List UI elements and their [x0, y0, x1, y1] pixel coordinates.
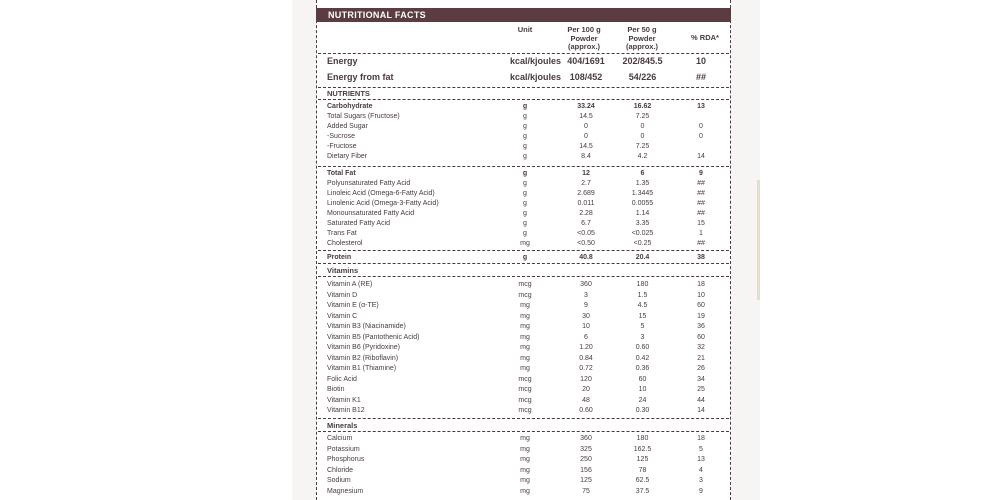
table-row [318, 142, 729, 152]
per100-cell: 30 [582, 312, 590, 320]
unit-cell: mcg [518, 291, 532, 299]
divider [318, 250, 729, 251]
nutrient-name: Vitamin D [327, 291, 358, 299]
nutrient-name: Phosphorus [327, 456, 365, 463]
rda-cell: 26 [697, 365, 705, 372]
unit-cell: mg [520, 344, 530, 351]
per50-cell: 180 [636, 435, 649, 442]
divider [318, 276, 729, 277]
divider [318, 166, 729, 167]
per50-cell: 1.35 [635, 180, 650, 187]
per50-cell: 10 [638, 386, 647, 393]
unit-cell: mcg [518, 386, 532, 393]
right-margin [760, 0, 1000, 500]
nutrient-name: Cholesterol [327, 240, 363, 247]
nutrient-name: Vitamin B1 (Thiamine) [327, 365, 397, 372]
per100-cell: 125 [580, 477, 592, 484]
nutrient-name: Energy [327, 56, 358, 66]
rda-cell: 14 [697, 153, 705, 160]
per50-cell: <0.25 [633, 240, 652, 247]
per100-cell: 120 [580, 375, 592, 383]
unit-cell: g [523, 220, 527, 227]
unit-cell: g [523, 143, 527, 150]
rda-cell: ## [695, 72, 706, 82]
col-per50-header: Per 50 g Powder (approx.) [625, 25, 659, 51]
rda-cell: 60 [697, 302, 705, 309]
unit-cell: g [523, 190, 527, 197]
table-row [318, 72, 729, 82]
nutrient-name: Linolenic Acid (Omega-3-Fatty Acid) [327, 200, 439, 207]
table-row [318, 301, 729, 311]
table-row [318, 56, 729, 66]
table-row [318, 322, 729, 332]
per50-cell: 7.25 [635, 113, 650, 120]
unit-cell: mg [520, 435, 530, 442]
per50-cell: 0.42 [635, 354, 650, 362]
per50-cell: 3.35 [635, 220, 650, 227]
section-nutrients: NUTRIENTS [327, 89, 370, 98]
left-margin [0, 0, 292, 500]
table-row [318, 209, 729, 219]
rda-cell: 14 [697, 407, 705, 414]
section-minerals: Minerals [327, 421, 358, 430]
rda-cell: 60 [697, 333, 705, 341]
per50-cell: 78 [638, 466, 647, 474]
table-row [318, 229, 729, 239]
rda-cell: ## [697, 190, 705, 197]
rda-cell: 13 [697, 456, 705, 463]
table-row [318, 169, 729, 179]
unit-cell: mg [520, 365, 530, 372]
table-row [318, 102, 729, 112]
per100-cell: 325 [580, 445, 592, 453]
rda-cell: ## [697, 180, 705, 187]
divider [318, 418, 729, 419]
rda-cell: ## [697, 240, 705, 247]
nutrient-name: Vitamin E (α-TE) [327, 302, 379, 309]
rda-cell: 21 [697, 354, 705, 362]
unit-cell: mg [520, 445, 530, 453]
per100-cell: 0.72 [579, 365, 593, 372]
per100-cell: 8.4 [581, 153, 591, 160]
nutrient-name: Linoleic Acid (Omega-6-Fatty Acid) [327, 190, 435, 197]
divider [318, 87, 729, 88]
rda-cell: 10 [697, 291, 705, 299]
per100-cell: <0.05 [577, 230, 595, 237]
per50-cell: 54/226 [628, 72, 657, 82]
rda-cell: 18 [697, 281, 705, 288]
per100-cell: 14.5 [579, 143, 593, 150]
table-row [318, 375, 729, 385]
nutrient-name: Trans Fat [327, 230, 357, 237]
nutrient-name: -Sucrose [327, 133, 356, 140]
rda-cell: 0 [699, 133, 703, 140]
per50-cell: 20.4 [635, 254, 650, 261]
nutrient-name: Folic Acid [327, 375, 357, 383]
unit-cell: mg [520, 487, 530, 495]
rda-cell: 0 [699, 123, 703, 130]
per100-cell: 12 [582, 170, 590, 177]
per50-cell: 202/845.5 [622, 56, 663, 66]
rda-cell: 38 [697, 254, 705, 261]
per100-cell: 20 [582, 386, 590, 393]
rda-cell: ## [697, 210, 705, 217]
per50-cell: 0.30 [635, 407, 650, 414]
per100-cell: 0 [584, 133, 588, 140]
unit-cell: mcg [518, 407, 532, 414]
col-per100-header: Per 100 g Powder (approx.) [567, 25, 601, 51]
nutrient-name: Protein [327, 254, 352, 261]
per50-cell: 1.5 [637, 291, 648, 299]
nutrient-name: Sodium [327, 477, 351, 484]
per50-cell: 3 [640, 333, 645, 341]
col-rda-header: % RDA* [691, 33, 719, 42]
per100-cell: 360 [580, 281, 592, 288]
unit-cell: mg [520, 333, 530, 341]
per50-cell: <0.025 [631, 230, 654, 237]
nutrient-name: Carbohydrate [327, 103, 373, 110]
per100-cell: 33.24 [577, 103, 595, 110]
table-row [318, 466, 729, 476]
rda-cell: 44 [697, 396, 705, 404]
unit-cell: mcg [518, 281, 532, 288]
per100-cell: 0.011 [577, 200, 595, 207]
per100-cell: 9 [584, 302, 588, 309]
unit-cell: mg [520, 312, 530, 320]
per100-cell: 2.7 [581, 180, 591, 187]
unit-cell: g [523, 230, 527, 237]
per100-cell: 250 [580, 456, 592, 463]
per50-cell: 60 [638, 375, 647, 383]
per100-cell: 6 [584, 333, 588, 341]
per100-cell: <0.50 [577, 240, 595, 247]
table-row [318, 152, 729, 162]
nutrient-name: Vitamin K1 [327, 396, 361, 404]
nutrient-name: Calcium [327, 435, 353, 442]
unit-cell: g [523, 180, 527, 187]
rda-cell: 15 [697, 220, 705, 227]
per100-cell: 3 [584, 291, 588, 299]
per100-cell: 6.7 [581, 220, 591, 227]
per50-cell: 1.14 [635, 210, 650, 217]
rda-cell: 4 [699, 466, 703, 474]
per50-cell: 37.5 [635, 487, 650, 495]
nutrient-name: Polyunsaturated Fatty Acid [327, 180, 411, 187]
rda-cell: 18 [697, 435, 705, 442]
per100-cell: 2.689 [577, 190, 595, 197]
divider [318, 263, 729, 264]
per100-cell: 40.8 [579, 254, 593, 261]
unit-cell: kcal/kjoules [510, 56, 562, 66]
rda-cell: 10 [695, 56, 706, 66]
divider [318, 53, 729, 54]
per50-cell: 162.5 [633, 445, 652, 453]
per100-cell: 0 [584, 123, 588, 130]
unit-cell: mg [520, 240, 530, 247]
unit-cell: g [522, 254, 528, 261]
unit-cell: g [523, 210, 527, 217]
nutrient-name: Vitamin C [327, 312, 358, 320]
nutrient-name: Biotin [327, 386, 345, 393]
table-row [318, 179, 729, 189]
nutrient-name: Energy from fat [327, 72, 394, 82]
rda-cell: 1 [699, 230, 703, 237]
table-row [318, 280, 729, 290]
per50-cell: 16.62 [633, 103, 652, 110]
unit-cell: kcal/kjoules [510, 72, 562, 82]
table-row [318, 199, 729, 209]
rda-cell: 3 [699, 477, 703, 484]
rda-cell: 19 [697, 312, 705, 320]
table-row [318, 487, 729, 497]
rda-cell: 5 [699, 445, 703, 453]
nutrient-name: Added Sugar [327, 123, 368, 130]
rda-cell: ## [697, 200, 705, 207]
table-row [318, 343, 729, 353]
per100-cell: 108/452 [569, 72, 603, 82]
label-title: NUTRITIONAL FACTS [316, 8, 731, 22]
nutrient-name: Vitamin B3 (Niacinamide) [327, 323, 406, 330]
table-row [318, 112, 729, 122]
per100-cell: 2.28 [579, 210, 593, 217]
per50-cell: 15 [638, 312, 647, 320]
per100-cell: 0.60 [579, 407, 593, 414]
per50-cell: 1.3445 [631, 190, 654, 197]
unit-cell: mg [520, 466, 530, 474]
per100-cell: 75 [582, 487, 590, 495]
divider [318, 99, 729, 100]
per50-cell: 62.5 [635, 477, 650, 484]
nutrient-name: Chloride [327, 466, 354, 474]
nutrient-name: Vitamin B5 (Pantothenic Acid) [327, 333, 420, 341]
per50-cell: 180 [636, 281, 649, 288]
unit-cell: g [523, 153, 527, 160]
unit-cell: mg [520, 323, 530, 330]
per50-cell: 0.0055 [631, 200, 654, 207]
unit-cell: mg [520, 456, 530, 463]
table-row [318, 445, 729, 455]
nutrient-name: Total Fat [327, 170, 356, 177]
unit-cell: mg [520, 477, 530, 484]
table-row [318, 354, 729, 364]
nutrient-name: Vitamin B12 [327, 407, 365, 414]
per50-cell: 6 [640, 170, 645, 177]
unit-cell: mcg [518, 396, 532, 404]
nutrient-name: Magnesium [327, 487, 364, 495]
per50-cell: 0 [640, 123, 645, 130]
unit-cell: mg [520, 354, 530, 362]
table-row [318, 364, 729, 374]
unit-cell: g [522, 103, 528, 110]
rda-cell: 13 [697, 103, 705, 110]
table-row [318, 476, 729, 486]
table-row [318, 253, 729, 263]
table-row [318, 122, 729, 132]
table-row [318, 312, 729, 322]
per100-cell: 404/1691 [567, 56, 605, 66]
unit-cell: mcg [518, 375, 532, 383]
per50-cell: 24 [638, 396, 647, 404]
rda-cell: 34 [697, 375, 705, 383]
table-row [318, 291, 729, 301]
per100-cell: 14.5 [579, 113, 593, 120]
nutrient-name: Saturated Fatty Acid [327, 220, 391, 227]
table-row [318, 396, 729, 406]
per100-cell: 0.84 [579, 354, 593, 362]
rda-cell: 25 [697, 386, 705, 393]
per100-cell: 1.20 [579, 344, 593, 351]
rda-cell: 32 [697, 344, 705, 351]
per50-cell: 4.5 [637, 302, 648, 309]
nutrient-name: Vitamin B2 (Riboflavin) [327, 354, 399, 362]
nutrient-name: Total Sugars (Fructose) [327, 113, 400, 120]
per100-cell: 156 [580, 466, 592, 474]
table-row [318, 434, 729, 444]
table-row [318, 333, 729, 343]
per100-cell: 48 [582, 396, 590, 404]
per50-cell: 0 [640, 133, 645, 140]
unit-cell: g [523, 123, 527, 130]
per50-cell: 0.36 [635, 365, 650, 372]
nutrient-name: Vitamin A (RE) [327, 281, 373, 288]
table-row [318, 406, 729, 416]
table-row [318, 455, 729, 465]
per50-cell: 4.2 [637, 153, 648, 160]
table-row [318, 132, 729, 142]
per50-cell: 5 [640, 323, 645, 330]
nutrient-name: Potassium [327, 445, 360, 453]
per50-cell: 7.25 [635, 143, 650, 150]
nutrient-name: -Fructose [327, 143, 357, 150]
table-row [318, 239, 729, 249]
rda-cell: 36 [697, 323, 705, 330]
per50-cell: 125 [636, 456, 649, 463]
unit-cell: g [523, 133, 527, 140]
unit-cell: g [523, 113, 527, 120]
rda-cell: 9 [699, 487, 703, 495]
nutrient-name: Vitamin B6 (Pyridoxine) [327, 344, 401, 351]
section-vitamins: Vitamins [327, 266, 359, 275]
unit-cell: g [523, 200, 527, 207]
divider [318, 431, 729, 432]
rda-cell: 9 [699, 170, 703, 177]
nutrient-name: Dietary Fiber [327, 153, 368, 160]
per100-cell: 10 [582, 323, 590, 330]
unit-cell: g [522, 170, 528, 177]
nutrient-name: Monounsaturated Fatty Acid [327, 210, 415, 217]
per50-cell: 0.60 [635, 344, 650, 351]
table-row [318, 385, 729, 395]
table-row [318, 219, 729, 229]
per100-cell: 360 [580, 435, 592, 442]
table-row [318, 189, 729, 199]
unit-cell: mg [520, 302, 530, 309]
col-unit-header: Unit [517, 25, 533, 34]
